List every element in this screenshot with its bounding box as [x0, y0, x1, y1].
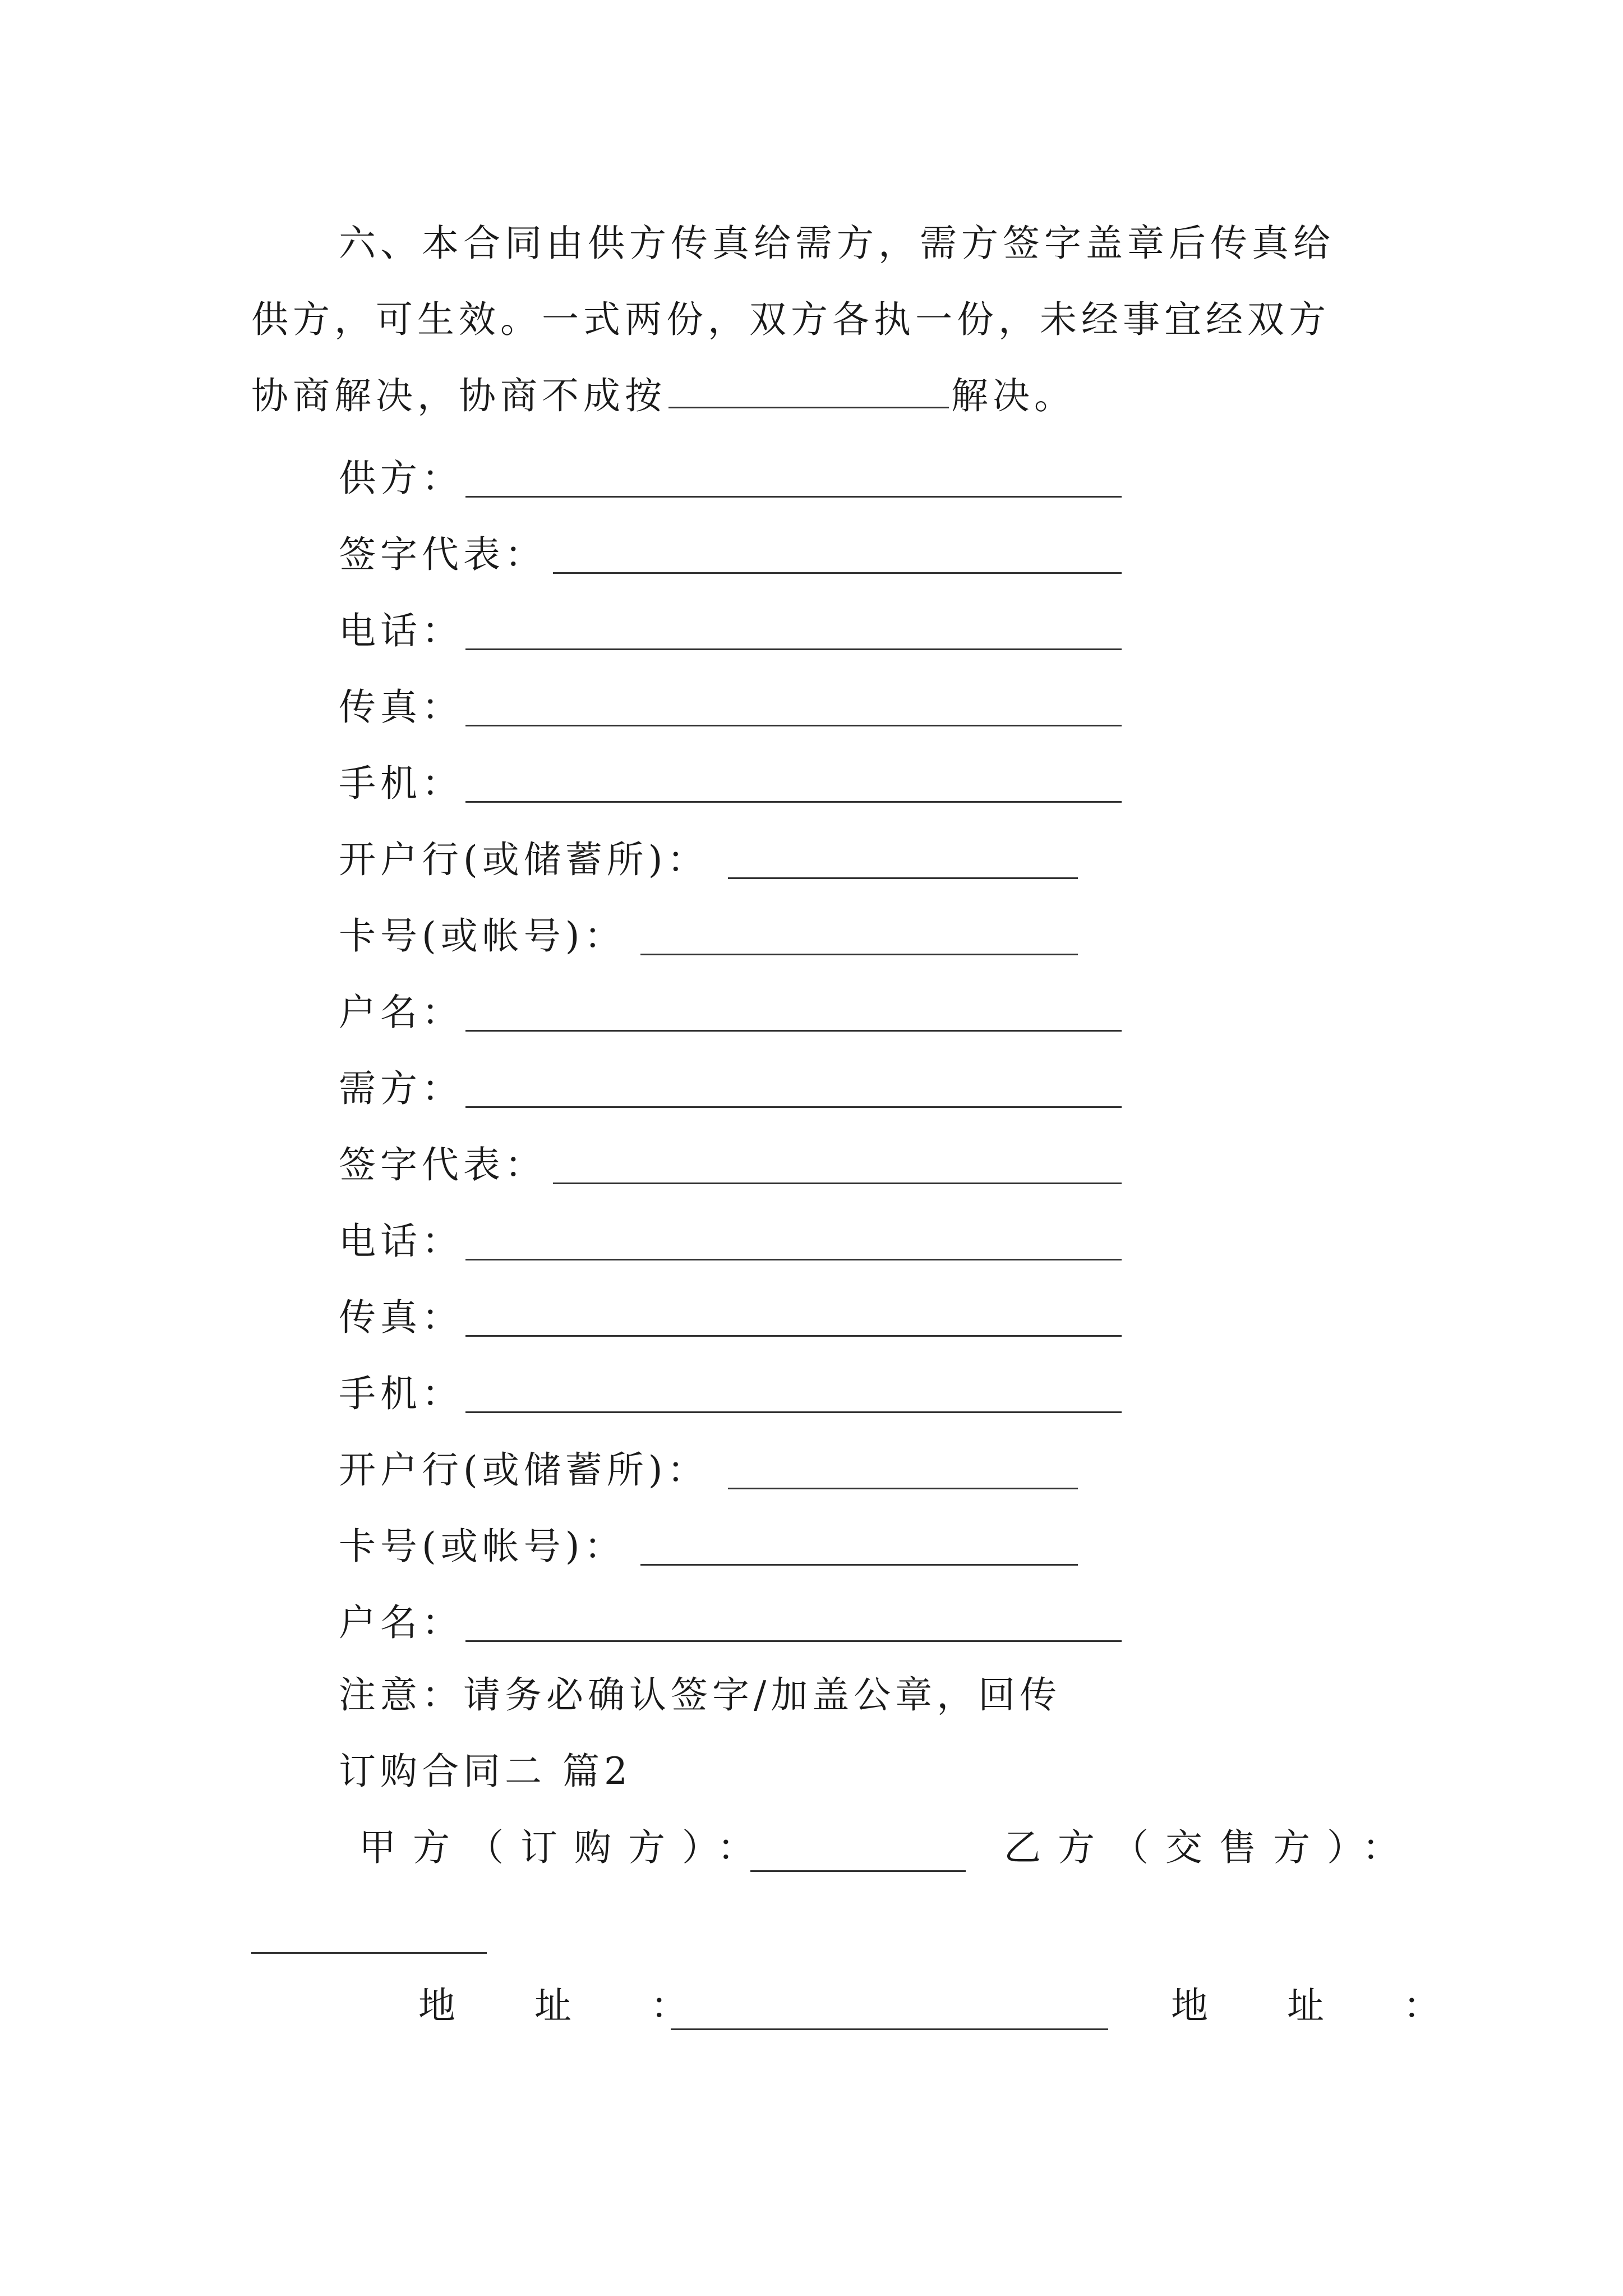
- field-label: 供方：: [339, 456, 463, 500]
- field-label: 开户行(或储蓄所)：: [339, 838, 709, 881]
- field-label: 签字代表：: [339, 532, 546, 576]
- buyer-party-field: [339, 1047, 463, 1123]
- supplier-fax-field: [339, 665, 463, 742]
- fill-in-line[interactable]: [465, 496, 1122, 498]
- supplier-signer-field: [339, 513, 546, 589]
- party-a-label: 甲方（订购方）：: [359, 1826, 771, 1869]
- fill-in-line[interactable]: [553, 1182, 1122, 1184]
- party-b-fill-line[interactable]: [251, 1952, 487, 1954]
- fill-in-line[interactable]: [465, 1030, 1122, 1032]
- field-label: 传真：: [339, 685, 463, 729]
- fill-in-line[interactable]: [553, 572, 1122, 574]
- supplier-mobile-field: [339, 742, 463, 818]
- party-b-label: 乙方（交售方）：: [1004, 1826, 1416, 1869]
- fill-in-line[interactable]: [465, 1335, 1122, 1337]
- clause-six-line-3: 协商解决，协商不成按 解决。: [251, 374, 1076, 417]
- field-label: 开户行(或储蓄所)：: [339, 1448, 709, 1492]
- buyer-phone-field: [339, 1199, 463, 1276]
- notice-text: 注意：请务必确认签字/加盖公章，回传: [339, 1673, 1062, 1717]
- field-label: 户名：: [339, 1600, 463, 1644]
- fill-in-line[interactable]: [465, 1259, 1122, 1260]
- address-label-a: 地 址 ：: [418, 1984, 721, 2027]
- fill-in-line[interactable]: [465, 648, 1122, 650]
- supplier-account-name-field: [339, 970, 463, 1047]
- dispute-resolution-blank[interactable]: [668, 373, 949, 408]
- buyer-fax-field: [339, 1276, 463, 1352]
- buyer-bank-field: [339, 1428, 709, 1504]
- fill-in-line[interactable]: [465, 725, 1122, 726]
- buyer-mobile-field: [339, 1352, 463, 1428]
- fill-in-line[interactable]: [465, 1640, 1122, 1642]
- fill-in-line[interactable]: [465, 1411, 1122, 1413]
- supplier-party-field: [339, 436, 463, 513]
- fill-in-line[interactable]: [640, 1564, 1078, 1566]
- clause-six-line-2: 供方，可生效。一式两份，双方各执一份，未经事宜经双方: [251, 298, 1330, 341]
- address-a-fill-line[interactable]: [671, 2028, 1108, 2030]
- fill-in-line[interactable]: [728, 877, 1078, 879]
- party-a-fill-line[interactable]: [750, 1870, 966, 1872]
- field-label: 需方：: [339, 1066, 463, 1110]
- field-label: 卡号(或帐号)：: [339, 1524, 626, 1568]
- field-label: 电话：: [339, 609, 463, 652]
- supplier-phone-field: [339, 589, 463, 665]
- clause-six-line-1: 六、本合同由供方传真给需方，需方签字盖章后传真给: [339, 222, 1335, 265]
- field-label: 传真：: [339, 1295, 463, 1339]
- field-label: 手机：: [339, 1372, 463, 1415]
- supplier-account-field: [339, 894, 626, 970]
- fill-in-line[interactable]: [465, 1106, 1122, 1108]
- field-label: 电话：: [339, 1219, 463, 1263]
- supplier-bank-field: [339, 818, 709, 894]
- buyer-account-field: [339, 1504, 626, 1581]
- field-label: 户名：: [339, 990, 463, 1034]
- field-label: 卡号(或帐号)：: [339, 914, 626, 958]
- section-title: 订购合同二 篇2: [339, 1750, 632, 1793]
- buyer-signer-field: [339, 1123, 546, 1199]
- fill-in-line[interactable]: [465, 801, 1122, 803]
- field-label: 手机：: [339, 761, 463, 805]
- address-label-b: 地 址 ：: [1171, 1984, 1474, 2027]
- fill-in-line[interactable]: [640, 954, 1078, 955]
- field-label: 签字代表：: [339, 1143, 546, 1186]
- fill-in-line[interactable]: [728, 1488, 1078, 1489]
- buyer-account-name-field: [339, 1581, 463, 1657]
